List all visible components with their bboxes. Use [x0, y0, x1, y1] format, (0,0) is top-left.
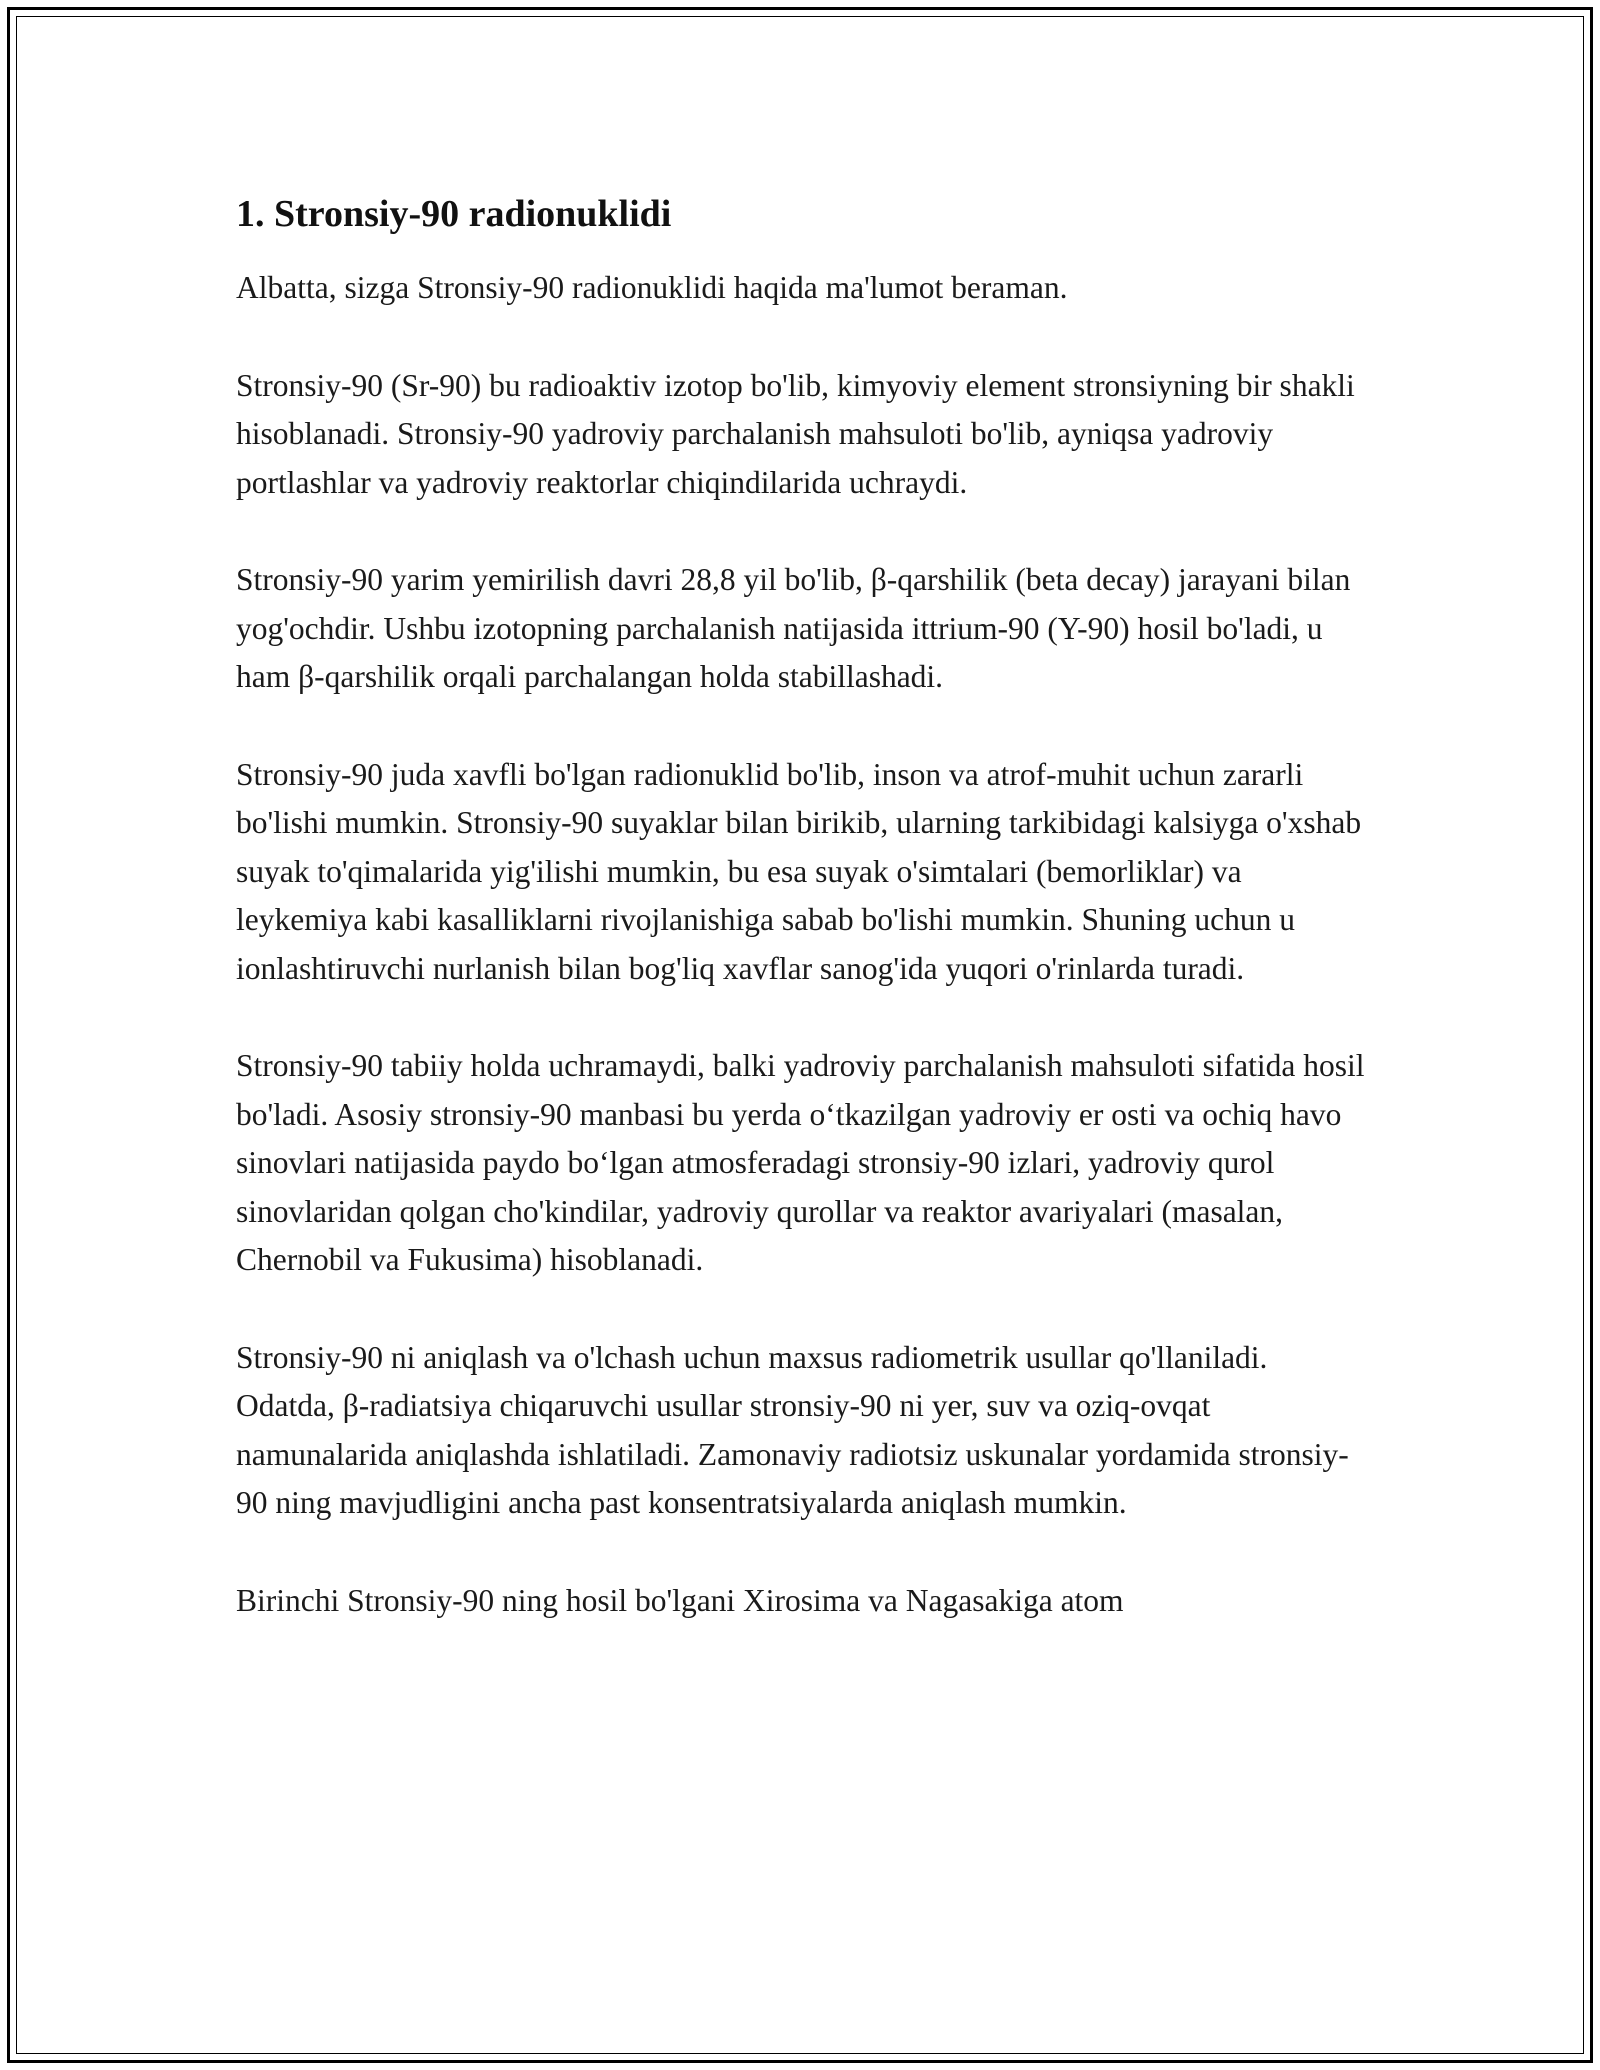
paragraph-hazard: Stronsiy-90 juda xavfli bo'lgan radionuklid bo'lib, inson va atrof-muhit uchun zararli bo'lishi mumkin. Stronsiy-90 suyaklar bilan birikib, ularning tarkibidagi kalsiyga o'xshab suyak to'qimalarida yig'ilishi mumkin, bu esa suyak o'simtalari (bemorliklar) va leykemiya kabi kasalliklarni rivojlanishiga sabab bo'lishi mumkin. Shuning uchun u ionlashtiruvchi nurlanish bilan bog'liq xavflar sanog'ida yuqori o'rinlarda turadi. [236, 756, 1362, 986]
paragraph-intro: Albatta, sizga Stronsiy-90 radionuklidi haqida ma'lumot beraman. [236, 270, 1068, 305]
paragraph-half-life: Stronsiy-90 yarim yemirilish davri 28,8 yil bo'lib, β-qarshilik (beta decay) jarayani bilan yog'ochdir. Ushbu izotopning parchalanish natijasida ittrium-90 (Y-90) hosil bo'ladi, u ham β-qarshilik orqali parchalangan holda stabillashadi. [236, 562, 1351, 694]
document-heading: 1. Stronsiy-90 radionuklidi [236, 193, 672, 235]
document-body [236, 186, 1366, 1674]
paragraph-sources: Stronsiy-90 tabiiy holda uchramaydi, balki yadroviy parchalanish mahsuloti sifatida hosil bo'ladi. Asosiy stronsiy-90 manbasi bu yerda oʻtkazilgan yadroviy er osti va ochiq havo sinovlari natijasida paydo boʻlgan atmosferadagi stronsiy-90 izlari, yadroviy qurol sinovlaridan qolgan cho'kindilar, yadroviy qurollar va reaktor avariyalari (masalan, Chernobil va Fukusima) hisoblanadi. [236, 1048, 1365, 1277]
paragraph-history: Birinchi Stronsiy-90 ning hosil bo'lgani Xirosima va Nagasakiga atom [236, 1582, 1124, 1618]
paragraph-definition: Stronsiy-90 (Sr-90) bu radioaktiv izotop bo'lib, kimyoviy element stronsiyning bir shakli hisoblanadi. Stronsiy-90 yadroviy parchalanish mahsuloti bo'lib, ayniqsa yadroviy portlashlar va yadroviy reaktorlar chiqindilarida uchraydi. [236, 367, 1355, 500]
paragraph-detection: Stronsiy-90 ni aniqlash va o'lchash uchun maxsus radiometrik usullar qo'llaniladi. Odatda, β-radiatsiya chiqaruvchi usullar stronsiy-90 ni yer, suv va oziq-ovqat namunalarida aniqlashda ishlatiladi. Zamonaviy radiotsiz uskunalar yordamida stronsiy-90 ning mavjudligini ancha past konsentratsiyalarda aniqlash mumkin. [236, 1339, 1349, 1520]
